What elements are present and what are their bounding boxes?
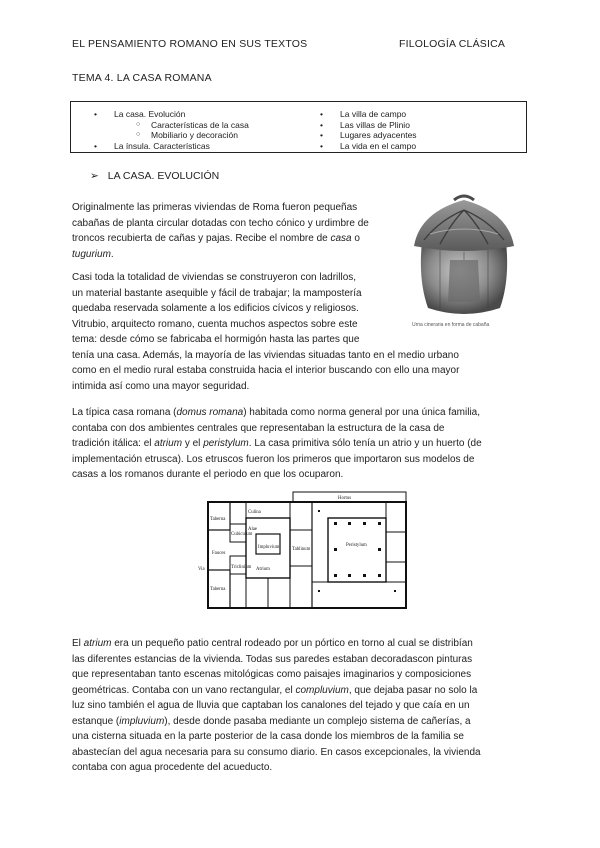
plan-label-atrium: Atrium xyxy=(256,567,270,572)
text-line: geométricas. Contaba con un vano rectangular, el compluvium, que dejaba pasar no solo la xyxy=(72,684,478,696)
plan-label-taberna: Taberna xyxy=(210,587,226,592)
text-line: un material bastante asequible y fácil de trabajar; la mampostería xyxy=(72,287,362,299)
text-line: que representaban tanto escenas mitológicas como paisajes imaginarios y composiciones xyxy=(72,669,472,680)
plan-label-peristylum: Peristylum xyxy=(346,543,367,548)
text-line: intimida así como una mayor seguridad. xyxy=(72,380,250,392)
running-header-left: EL PENSAMIENTO ROMANO EN SUS TEXTOS xyxy=(72,38,308,50)
arrow-bullet-icon: ➢ xyxy=(90,170,99,182)
running-header-right: FILOLOGÍA CLÁSICA xyxy=(399,38,506,50)
text-line: quedaba reservada solamente a los edificios cívicos y religiosos. xyxy=(72,303,359,314)
plan-label-hortus: Hortus xyxy=(338,496,352,501)
table-of-contents xyxy=(70,101,527,153)
text-line: tugurium. xyxy=(72,248,114,260)
plan-label-via: Via xyxy=(198,567,205,572)
toc-item: • Lugares adyacentes xyxy=(340,130,417,141)
plan-label-fauces: Fauces xyxy=(212,551,226,556)
text-line: contaba con dos ambientes centrales que representaban la estructura de la casa de xyxy=(72,422,445,434)
toc-item: • La vida en el campo xyxy=(340,141,417,152)
text-line: tradición itálica: el atrium y el peristylum. La casa primitiva sólo tenía un atrio y un huerto (de xyxy=(72,438,482,449)
text-line: como en el medio rural estaba construida hacia el interior buscando con ello una mayor xyxy=(72,365,460,376)
text-line: Casi toda la totalidad de viviendas se construyeron con ladrillos, xyxy=(72,272,357,283)
domus-floor-plan xyxy=(198,490,412,610)
text-line: tenía una casa. Además, la mayoría de las viviendas situadas tanto en el medio urbano xyxy=(72,349,459,361)
plan-label-alae: Alae xyxy=(248,527,258,532)
toc-item: • La villa de campo xyxy=(340,109,417,120)
text-line: abastecían del agua necesaria para su consumo diario. En casos excepcionales, la vivienda xyxy=(72,746,481,758)
toc-item: • La ínsula. Características xyxy=(114,141,249,152)
plan-label-triclinium: Triclinium xyxy=(231,565,252,570)
paragraph-atrium xyxy=(72,636,542,776)
toc-subitem: ○ Características de la casa xyxy=(114,120,249,131)
text-line: troncos recubierta de cañas y pajas. Recibe el nombre de casa o xyxy=(72,233,360,244)
toc-right-column xyxy=(340,109,417,151)
toc-subitem: ○ Mobiliario y decoración xyxy=(114,130,249,141)
paragraph-origins xyxy=(72,200,412,262)
text-line: las diferentes estancias de la vivienda. Todas sus paredes estaban decoradascon pinturas xyxy=(72,653,473,665)
text-line: Vitrubio, arquitecto romano, cuenta muchos aspectos sobre este xyxy=(72,318,358,330)
text-line: contaba con agua procedente del acueducto. xyxy=(72,762,273,773)
topic-title: TEMA 4. LA CASA ROMANA xyxy=(72,72,212,84)
section-title: LA CASA. EVOLUCIÓN xyxy=(107,170,220,182)
text-line: estanque (impluvium), desde donde pasaba mediante un complejo sistema de cañerías, a xyxy=(72,715,471,727)
text-line: Originalmente las primeras viviendas de Roma fueron pequeñas xyxy=(72,202,358,213)
paragraph-materials xyxy=(72,270,542,394)
text-line: El atrium era un pequeño patio central rodeado por un pórtico en torno al cual se distribían xyxy=(72,638,473,649)
text-line: tema: desde cómo se fabricaba el hormigón hasta las partes que xyxy=(72,334,360,345)
toc-item: • Las villas de Plinio xyxy=(340,120,417,131)
toc-item: • La casa. Evolución xyxy=(114,109,249,120)
toc-left-column xyxy=(114,109,249,151)
text-line: implementación etrusca). Los etruscos fueron los primeros que importaron sus modelos de xyxy=(72,453,475,465)
text-line: cabañas de planta circular dotadas con techo cónico y urdimbre de xyxy=(72,217,369,229)
text-line: una cisterna situada en la parte posterior de la casa donde los miembros de la familia se xyxy=(72,731,464,742)
text-line: La típica casa romana (domus romana) habitada como norma general por una única familia, xyxy=(72,407,481,418)
plan-label-taberna: Taberna xyxy=(210,517,226,522)
text-line: casas a los romanos durante el periodo en que los ocuparon. xyxy=(72,469,344,480)
plan-label-cubiculum: Cubiculum xyxy=(231,532,253,537)
text-line: luz sino también el agua de lluvia que captaban los canalones del tejado y que caía en un xyxy=(72,700,470,711)
paragraph-domus xyxy=(72,405,542,483)
plan-label-tablinum: Tablinum xyxy=(292,547,311,552)
section-heading xyxy=(90,170,219,182)
hut-caption: Urna cineraria en forma de cabaña xyxy=(412,322,490,328)
plan-label-culina: Culina xyxy=(248,510,261,515)
plan-label-impluvium: Impluvium xyxy=(258,545,280,550)
